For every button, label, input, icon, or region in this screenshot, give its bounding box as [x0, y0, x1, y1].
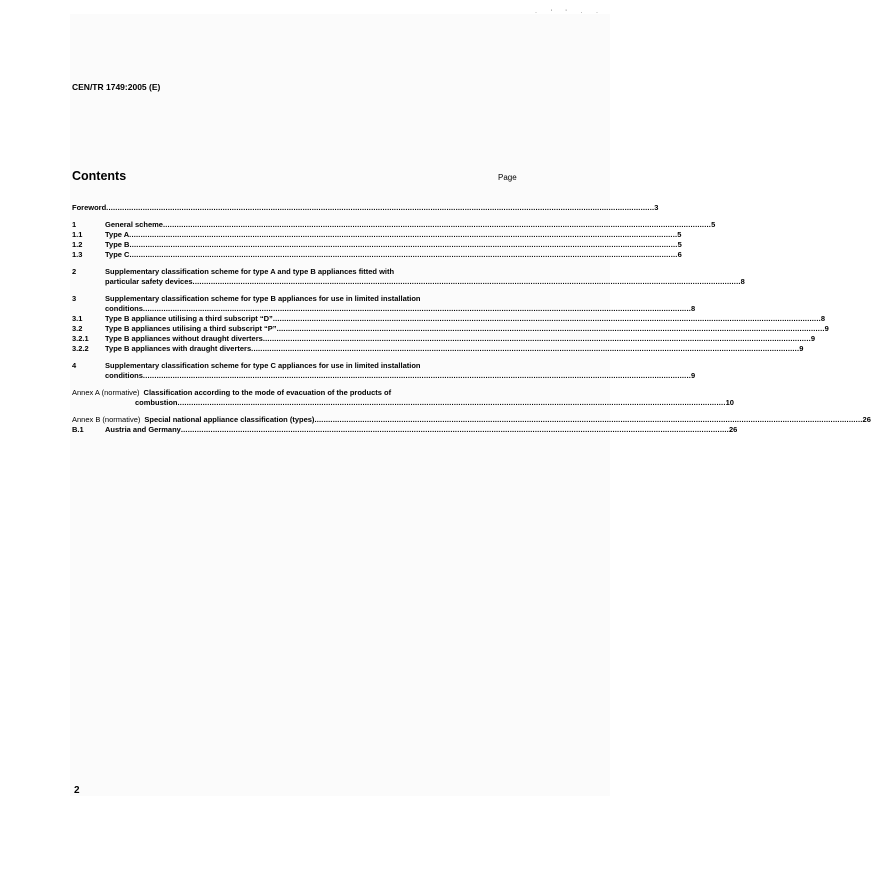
- scan-artifacts: · ' ' · ·: [535, 10, 604, 16]
- contents-title: Contents: [72, 169, 127, 183]
- toc-entry-3-2[interactable]: [72, 324, 829, 334]
- toc-page: 8: [740, 277, 745, 286]
- toc-entry-annex-b[interactable]: [72, 415, 871, 425]
- toc-page: 5: [711, 220, 716, 229]
- dot-leader: [193, 277, 741, 287]
- table-of-contents: [72, 203, 871, 435]
- toc-page: 9: [824, 324, 829, 333]
- toc-page: 5: [677, 240, 682, 249]
- toc-text: Special national appliance classification (types): [144, 415, 315, 424]
- toc-page: 9: [810, 334, 816, 343]
- toc-page: 3: [654, 203, 659, 212]
- dot-leader: [314, 415, 862, 425]
- annex-tag: Annex B (normative): [72, 415, 141, 424]
- toc-page: 8: [820, 314, 826, 323]
- toc-text: Classification according to the mode of evacuation of the products of: [143, 388, 392, 397]
- toc-page: 10: [725, 398, 734, 407]
- toc-text: Type A: [105, 230, 130, 239]
- dot-leader: [129, 240, 677, 250]
- dot-leader: [273, 314, 821, 324]
- toc-entry-4[interactable]: [72, 361, 696, 381]
- dot-leader: [178, 398, 726, 408]
- toc-number: 3.2.1: [72, 334, 89, 343]
- toc-entry-3-2-2[interactable]: [72, 344, 804, 354]
- dot-leader: [163, 220, 711, 230]
- toc-entry-2[interactable]: [72, 267, 745, 287]
- dot-leader: [129, 250, 677, 260]
- dot-leader: [181, 425, 729, 435]
- dot-leader: [143, 304, 691, 314]
- toc-number: 3.2.2: [72, 344, 89, 353]
- toc-page: 9: [799, 344, 804, 353]
- toc-entry-1-1[interactable]: [72, 230, 682, 240]
- toc-entry-3[interactable]: [72, 294, 696, 314]
- dot-leader: [129, 230, 677, 240]
- dot-leader: [251, 344, 799, 354]
- toc-entry-3-2-1[interactable]: [72, 334, 816, 344]
- toc-entry-3-1[interactable]: [72, 314, 826, 324]
- toc-page: 6: [677, 250, 682, 259]
- document-id-header: CEN/TR 1749:2005 (E): [72, 82, 161, 92]
- toc-page: 26: [728, 425, 738, 434]
- toc-text-cont: conditions: [105, 304, 143, 313]
- toc-text: Type B appliance utilising a third subscript “D”: [105, 314, 273, 323]
- toc-page: 8: [691, 304, 696, 313]
- toc-text: Type C: [105, 250, 130, 259]
- toc-page: 26: [862, 415, 871, 424]
- toc-text: Type B appliances without draught diverters: [105, 334, 263, 343]
- page-column-label: Page: [498, 173, 517, 182]
- toc-text-cont: particular safety devices: [105, 277, 193, 286]
- annex-tag: Annex A (normative): [72, 388, 140, 397]
- toc-entry-foreword[interactable]: [72, 203, 659, 213]
- toc-number: 1.2: [72, 240, 83, 249]
- toc-number: 1.3: [72, 250, 83, 259]
- dot-leader: [263, 334, 811, 344]
- toc-entry-annex-a[interactable]: [72, 388, 734, 408]
- dot-leader: [143, 371, 691, 381]
- toc-text: Type B appliances with draught diverters: [105, 344, 252, 353]
- toc-text: Austria and Germany: [105, 425, 181, 434]
- toc-entry-b-1[interactable]: [72, 425, 738, 435]
- toc-text: Foreword: [72, 203, 107, 212]
- toc-entry-1[interactable]: [72, 220, 716, 230]
- page-number: 2: [74, 785, 80, 796]
- toc-text-cont: conditions: [105, 371, 143, 380]
- dot-leader: [106, 203, 654, 213]
- toc-number: 3: [72, 294, 77, 303]
- toc-number: 3.1: [72, 314, 83, 323]
- toc-text: Type B appliances utilising a third subscript “P”: [105, 324, 277, 333]
- toc-number: 4: [72, 361, 77, 370]
- toc-number: 1.1: [72, 230, 83, 239]
- toc-page: 5: [677, 230, 682, 239]
- toc-text: Supplementary classification scheme for type C appliances for use in limited installation: [105, 361, 421, 370]
- toc-entry-1-2[interactable]: [72, 240, 682, 250]
- toc-text-cont: combustion: [135, 398, 178, 407]
- toc-number: 2: [72, 267, 77, 276]
- toc-page: 9: [691, 371, 696, 380]
- toc-number: 3.2: [72, 324, 83, 333]
- toc-text: General scheme: [105, 220, 163, 229]
- toc-entry-1-3[interactable]: [72, 250, 682, 260]
- toc-text: Supplementary classification scheme for type B appliances for use in limited installation: [105, 294, 421, 303]
- dot-leader: [277, 324, 825, 334]
- toc-number: B.1: [72, 425, 84, 434]
- toc-text: Type B: [105, 240, 130, 249]
- toc-text: Supplementary classification scheme for type A and type B appliances fitted with: [105, 267, 395, 276]
- toc-number: 1: [72, 220, 77, 229]
